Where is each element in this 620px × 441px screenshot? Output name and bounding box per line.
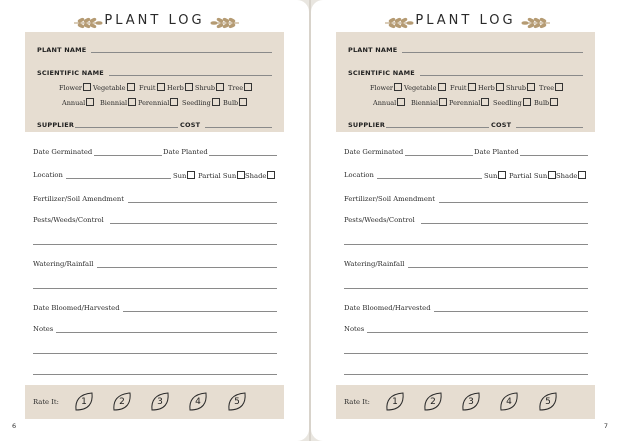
page-number: 6 <box>12 422 17 430</box>
rating-label: Rate It: <box>33 398 59 406</box>
watering-label: Watering/Rainfall <box>344 260 405 268</box>
plant-type-label: Shrub <box>506 84 527 92</box>
plant-type-option[interactable] <box>478 83 504 92</box>
life-cycle-option[interactable] <box>223 98 247 107</box>
location-line[interactable] <box>377 178 482 179</box>
plant-name-label: PLANT NAME <box>37 46 87 54</box>
notes-line[interactable] <box>56 332 277 333</box>
life-cycle-option[interactable] <box>411 98 447 107</box>
sun-exposure-label: Sun <box>173 172 187 180</box>
sun-exposure-label: Partial Sun <box>509 172 548 180</box>
laurel-sprig-icon <box>521 15 551 29</box>
sun-exposure-option[interactable] <box>484 171 506 180</box>
date-germinated-line[interactable] <box>405 155 473 156</box>
watering-label: Watering/Rainfall <box>33 260 94 268</box>
pests-label: Pests/Weeds/Control <box>344 216 415 224</box>
scientific-name-line[interactable] <box>109 75 272 76</box>
checkbox[interactable] <box>170 98 178 106</box>
scientific-name-label: SCIENTIFIC NAME <box>348 69 415 77</box>
notes-line-3[interactable] <box>33 374 277 375</box>
plant-type-label: Tree <box>228 84 244 92</box>
pests-line-2[interactable] <box>33 244 277 245</box>
plant-name-label: PLANT NAME <box>348 46 398 54</box>
checkbox[interactable] <box>468 83 476 91</box>
sun-exposure-option[interactable] <box>556 171 586 180</box>
checkbox[interactable] <box>550 98 558 106</box>
location-label: Location <box>344 171 374 179</box>
life-cycle-label: Biennial <box>411 99 439 107</box>
checkbox[interactable] <box>438 83 446 91</box>
checkbox[interactable] <box>212 98 220 106</box>
life-cycle-label: Biennial <box>100 99 128 107</box>
scientific-name-line[interactable] <box>420 75 583 76</box>
plant-type-option[interactable] <box>59 83 91 92</box>
plant-type-option[interactable] <box>93 83 135 92</box>
rating-leaf-4[interactable] <box>187 391 209 413</box>
rating-number: 4 <box>195 397 201 407</box>
sun-exposure-label: Shade <box>245 172 267 180</box>
pests-line[interactable] <box>110 223 277 224</box>
checkbox[interactable] <box>185 83 193 91</box>
supplier-label: SUPPLIER <box>348 121 386 129</box>
checkbox[interactable] <box>527 83 535 91</box>
checkbox[interactable] <box>578 171 586 179</box>
plant-type-label: Vegetable <box>93 84 126 92</box>
supplier-label: SUPPLIER <box>37 121 75 129</box>
checkbox[interactable] <box>555 83 563 91</box>
sun-exposure-option[interactable] <box>245 171 275 180</box>
plant-type-option[interactable] <box>195 83 224 92</box>
rating-leaf-3[interactable] <box>460 391 482 413</box>
sun-exposure-option[interactable] <box>198 171 245 180</box>
plant-type-label: Herb <box>167 84 184 92</box>
life-cycle-option[interactable] <box>449 98 489 107</box>
sun-exposure-label: Partial Sun <box>198 172 237 180</box>
plant-type-option[interactable] <box>539 83 563 92</box>
life-cycle-label: Seedling <box>182 99 211 107</box>
rating-bar <box>336 385 595 419</box>
life-cycle-option[interactable] <box>534 98 558 107</box>
date-planted-label: Date Planted <box>163 148 208 156</box>
location-line[interactable] <box>66 178 171 179</box>
checkbox[interactable] <box>86 98 94 106</box>
notes-line-2[interactable] <box>344 353 588 354</box>
watering-line[interactable] <box>97 267 277 268</box>
notes-label: Notes <box>344 325 365 333</box>
right-page <box>311 0 620 441</box>
rating-leaf-3[interactable] <box>149 391 171 413</box>
rating-leaf-5[interactable] <box>537 391 559 413</box>
rating-leaf-2[interactable] <box>111 391 133 413</box>
life-cycle-label: Annual <box>373 99 397 107</box>
checkbox[interactable] <box>187 171 195 179</box>
sun-exposure-option[interactable] <box>509 171 556 180</box>
plant-type-label: Tree <box>539 84 555 92</box>
rating-bar <box>25 385 284 419</box>
date-planted-line[interactable] <box>520 155 588 156</box>
fertilizer-line[interactable] <box>128 202 277 203</box>
notes-line-2[interactable] <box>33 353 277 354</box>
life-cycle-option[interactable] <box>138 98 178 107</box>
rating-number: 5 <box>545 397 551 407</box>
bloomed-line[interactable] <box>434 311 588 312</box>
date-germinated-label: Date Germinated <box>33 148 93 156</box>
life-cycle-label: Bulb <box>534 99 550 107</box>
supplier-line[interactable] <box>386 127 489 128</box>
checkbox[interactable] <box>394 83 402 91</box>
plant-type-label: Fruit <box>139 84 156 92</box>
date-planted-line[interactable] <box>209 155 277 156</box>
rating-leaf-1[interactable] <box>73 391 95 413</box>
rating-leaf-4[interactable] <box>498 391 520 413</box>
watering-line-2[interactable] <box>344 288 588 289</box>
checkbox[interactable] <box>397 98 405 106</box>
life-cycle-label: Perennial <box>449 99 481 107</box>
rating-number: 3 <box>157 397 163 407</box>
page-number: 7 <box>603 422 608 430</box>
date-germinated-label: Date Germinated <box>344 148 404 156</box>
cost-label: COST <box>491 121 512 129</box>
sun-exposure-label: Sun <box>484 172 498 180</box>
plant-type-option[interactable] <box>139 83 165 92</box>
checkbox[interactable] <box>216 83 224 91</box>
plant-type-option[interactable] <box>167 83 193 92</box>
page-title: PLANT LOG <box>415 13 516 28</box>
cost-line[interactable] <box>205 127 272 128</box>
sun-exposure-label: Shade <box>556 172 578 180</box>
plant-info-box <box>336 32 595 132</box>
rating-leaf-1[interactable] <box>384 391 406 413</box>
bloomed-label: Date Bloomed/Harvested <box>33 304 120 312</box>
checkbox[interactable] <box>481 98 489 106</box>
scientific-name-label: SCIENTIFIC NAME <box>37 69 104 77</box>
checkbox[interactable] <box>439 98 447 106</box>
watering-line-2[interactable] <box>33 288 277 289</box>
watering-line[interactable] <box>408 267 588 268</box>
checkbox[interactable] <box>498 171 506 179</box>
life-cycle-label: Bulb <box>223 99 239 107</box>
pests-label: Pests/Weeds/Control <box>33 216 104 224</box>
plant-type-option[interactable] <box>450 83 476 92</box>
pests-line[interactable] <box>421 223 588 224</box>
checkbox[interactable] <box>267 171 275 179</box>
rating-number: 1 <box>81 397 87 407</box>
bloomed-label: Date Bloomed/Harvested <box>344 304 431 312</box>
plant-type-option[interactable] <box>404 83 446 92</box>
life-cycle-label: Seedling <box>493 99 522 107</box>
rating-number: 4 <box>506 397 512 407</box>
checkbox[interactable] <box>523 98 531 106</box>
plant-type-option[interactable] <box>370 83 402 92</box>
checkbox[interactable] <box>244 83 252 91</box>
cost-line[interactable] <box>516 127 583 128</box>
plant-type-label: Vegetable <box>404 84 437 92</box>
plant-type-label: Shrub <box>195 84 216 92</box>
plant-name-line[interactable] <box>91 52 272 53</box>
rating-leaf-2[interactable] <box>422 391 444 413</box>
rating-number: 2 <box>430 397 436 407</box>
date-planted-label: Date Planted <box>474 148 519 156</box>
life-cycle-option[interactable] <box>182 98 220 107</box>
plant-info-box <box>25 32 284 132</box>
checkbox[interactable] <box>496 83 504 91</box>
checkbox[interactable] <box>127 83 135 91</box>
location-label: Location <box>33 171 63 179</box>
page-title: PLANT LOG <box>104 13 205 28</box>
fertilizer-label: Fertilizer/Soil Amendment <box>344 195 435 203</box>
fertilizer-line[interactable] <box>439 202 588 203</box>
checkbox[interactable] <box>239 98 247 106</box>
rating-number: 3 <box>468 397 474 407</box>
checkbox[interactable] <box>157 83 165 91</box>
life-cycle-option[interactable] <box>373 98 405 107</box>
life-cycle-option[interactable] <box>62 98 94 107</box>
plant-type-label: Herb <box>478 84 495 92</box>
checkbox[interactable] <box>83 83 91 91</box>
rating-number: 2 <box>119 397 125 407</box>
notes-line-3[interactable] <box>344 374 588 375</box>
rating-leaf-5[interactable] <box>226 391 248 413</box>
plant-type-label: Flower <box>59 84 83 92</box>
page-header <box>0 12 309 32</box>
checkbox[interactable] <box>128 98 136 106</box>
plant-type-label: Flower <box>370 84 394 92</box>
life-cycle-option[interactable] <box>493 98 531 107</box>
notes-label: Notes <box>33 325 54 333</box>
left-page <box>0 0 309 441</box>
life-cycle-option[interactable] <box>100 98 136 107</box>
page-header <box>311 12 620 32</box>
rating-label: Rate It: <box>344 398 370 406</box>
laurel-sprig-icon <box>210 15 240 29</box>
pests-line-2[interactable] <box>344 244 588 245</box>
life-cycle-label: Annual <box>62 99 86 107</box>
rating-number: 1 <box>392 397 398 407</box>
plant-type-label: Fruit <box>450 84 467 92</box>
rating-number: 5 <box>234 397 240 407</box>
sun-exposure-option[interactable] <box>173 171 195 180</box>
life-cycle-label: Perennial <box>138 99 170 107</box>
plant-name-line[interactable] <box>402 52 583 53</box>
cost-label: COST <box>180 121 201 129</box>
fertilizer-label: Fertilizer/Soil Amendment <box>33 195 124 203</box>
notes-line[interactable] <box>367 332 588 333</box>
supplier-line[interactable] <box>75 127 178 128</box>
bloomed-line[interactable] <box>123 311 277 312</box>
date-germinated-line[interactable] <box>94 155 162 156</box>
plant-type-option[interactable] <box>506 83 535 92</box>
plant-type-option[interactable] <box>228 83 252 92</box>
